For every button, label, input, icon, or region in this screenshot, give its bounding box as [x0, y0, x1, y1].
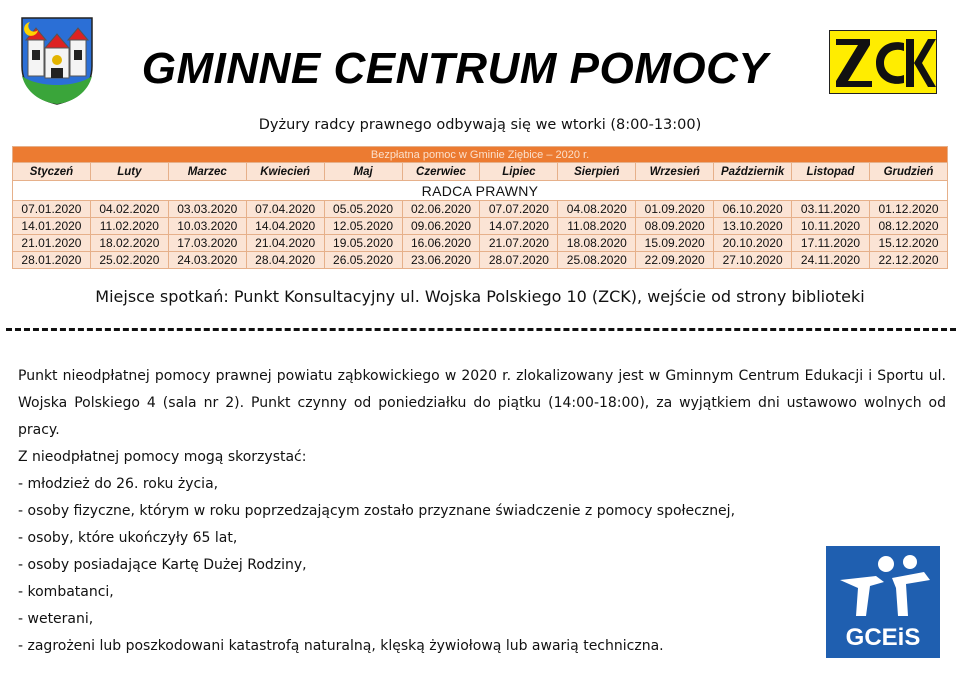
gceis-logo-text: GCEiS — [845, 624, 921, 651]
date-cell: 14.07.2020 — [480, 218, 558, 235]
date-cell: 06.10.2020 — [714, 201, 792, 218]
list-item: - osoby posiadające Kartę Dużej Rodziny, — [18, 557, 307, 573]
date-cell: 25.08.2020 — [558, 252, 636, 269]
month-header: Sierpień — [558, 163, 636, 181]
date-cell: 28.07.2020 — [480, 252, 558, 269]
date-cell: 22.12.2020 — [869, 252, 947, 269]
date-cell: 18.08.2020 — [558, 235, 636, 252]
date-cell: 24.11.2020 — [792, 252, 870, 269]
month-header: Maj — [324, 163, 402, 181]
table-row — [13, 218, 948, 235]
date-cell: 28.01.2020 — [13, 252, 91, 269]
list-item: - osoby fizyczne, którym w roku poprzedzającym zostało przyznane świadczenie z pomocy społecznej, — [18, 503, 736, 519]
date-cell: 22.09.2020 — [636, 252, 714, 269]
duty-hours-subtitle: Dyżury radcy prawnego odbywają się we wtorki (8:00-13:00) — [258, 117, 702, 133]
date-cell: 21.07.2020 — [480, 235, 558, 252]
list-item: - zagrożeni lub poszkodowani katastrofą naturalną, klęską żywiołową lub awarią techniczna. — [18, 638, 664, 654]
date-cell: 21.01.2020 — [13, 235, 91, 252]
month-header: Październik — [714, 163, 792, 181]
table-row — [13, 252, 948, 269]
month-header: Marzec — [168, 163, 246, 181]
date-cell: 07.01.2020 — [13, 201, 91, 218]
list-item: - młodzież do 26. roku życia, — [18, 476, 219, 492]
month-header: Luty — [90, 163, 168, 181]
table-row — [13, 235, 948, 252]
date-cell: 04.02.2020 — [90, 201, 168, 218]
page-title: GMINNE CENTRUM POMOCY — [141, 44, 769, 93]
dashed-separator — [6, 328, 956, 331]
schedule-caption: Bezpłatna pomoc w Gminie Ziębice – 2020 r. — [13, 147, 948, 163]
date-cell: 17.11.2020 — [792, 235, 870, 252]
date-cell: 01.12.2020 — [869, 201, 947, 218]
month-header: Wrzesień — [636, 163, 714, 181]
date-cell: 10.03.2020 — [168, 218, 246, 235]
table-row — [13, 201, 948, 218]
date-cell: 20.10.2020 — [714, 235, 792, 252]
list-item: - osoby, które ukończyły 65 lat, — [18, 530, 238, 546]
date-rows — [13, 201, 948, 269]
date-cell: 15.12.2020 — [869, 235, 947, 252]
date-cell: 21.04.2020 — [246, 235, 324, 252]
schedule-table — [12, 146, 948, 269]
date-cell: 07.07.2020 — [480, 201, 558, 218]
zck-logo — [829, 30, 937, 94]
date-cell: 14.01.2020 — [13, 218, 91, 235]
meeting-place: Miejsce spotkań: Punkt Konsultacyjny ul. Wojska Polskiego 10 (ZCK), wejście od strony biblioteki — [95, 287, 865, 306]
date-cell: 12.05.2020 — [324, 218, 402, 235]
month-header-row — [13, 163, 948, 181]
month-header: Grudzień — [869, 163, 947, 181]
date-cell: 11.02.2020 — [90, 218, 168, 235]
list-item: - kombatanci, — [18, 584, 114, 600]
date-cell: 04.08.2020 — [558, 201, 636, 218]
date-cell: 11.08.2020 — [558, 218, 636, 235]
date-cell: 17.03.2020 — [168, 235, 246, 252]
info-section — [18, 363, 946, 660]
month-header: Kwiecień — [246, 163, 324, 181]
date-cell: 03.11.2020 — [792, 201, 870, 218]
date-cell: 15.09.2020 — [636, 235, 714, 252]
date-cell: 18.02.2020 — [90, 235, 168, 252]
date-cell: 09.06.2020 — [402, 218, 480, 235]
date-cell: 26.05.2020 — [324, 252, 402, 269]
date-cell: 08.12.2020 — [869, 218, 947, 235]
month-header: Czerwiec — [402, 163, 480, 181]
gceis-logo — [826, 546, 940, 658]
date-cell: 14.04.2020 — [246, 218, 324, 235]
eligible-intro: Z nieodpłatnej pomocy mogą skorzystać: — [18, 449, 307, 465]
date-cell: 28.04.2020 — [246, 252, 324, 269]
date-cell: 27.10.2020 — [714, 252, 792, 269]
month-header: Listopad — [792, 163, 870, 181]
list-item: - weterani, — [18, 611, 94, 627]
date-cell: 24.03.2020 — [168, 252, 246, 269]
eligible-list — [18, 471, 946, 660]
date-cell: 13.10.2020 — [714, 218, 792, 235]
date-cell: 16.06.2020 — [402, 235, 480, 252]
month-header: Lipiec — [480, 163, 558, 181]
info-paragraph: Punkt nieodpłatnej pomocy prawnej powiatu ząbkowickiego w 2020 r. zlokalizowany jest w Gminnym Centrum Edukacji i Sportu ul. Wojska Polskiego 4 (sala nr 2). Punkt czynny od poniedziałku do piątku (14:00-18:00), za wyjątkiem dni ustawowo wolnych od pracy. — [18, 368, 946, 438]
role-label: RADCA PRAWNY — [13, 181, 948, 201]
date-cell: 05.05.2020 — [324, 201, 402, 218]
date-cell: 10.11.2020 — [792, 218, 870, 235]
date-cell: 25.02.2020 — [90, 252, 168, 269]
month-header: Styczeń — [13, 163, 91, 181]
date-cell: 08.09.2020 — [636, 218, 714, 235]
date-cell: 07.04.2020 — [246, 201, 324, 218]
date-cell: 19.05.2020 — [324, 235, 402, 252]
date-cell: 03.03.2020 — [168, 201, 246, 218]
date-cell: 23.06.2020 — [402, 252, 480, 269]
date-cell: 02.06.2020 — [402, 201, 480, 218]
date-cell: 01.09.2020 — [636, 201, 714, 218]
